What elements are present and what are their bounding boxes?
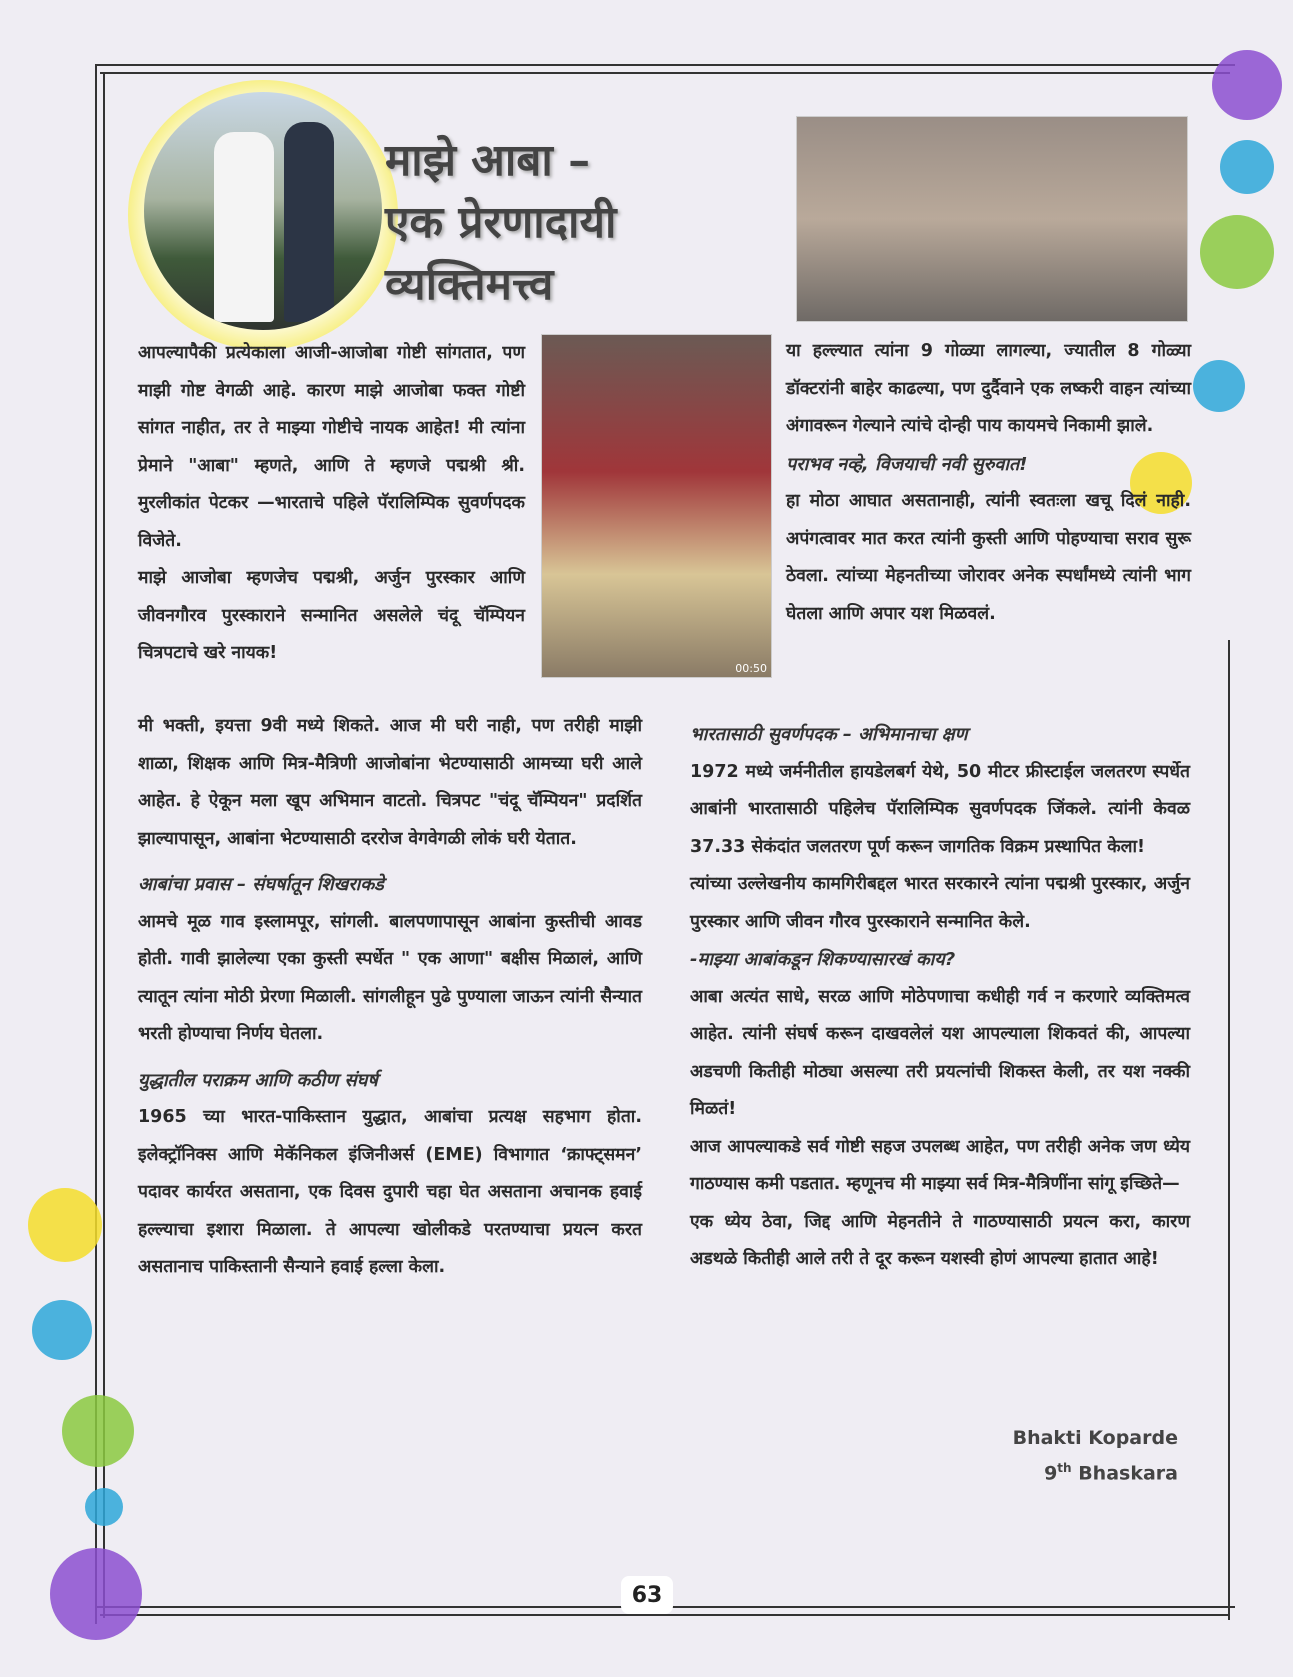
paragraph: माझे आजोबा म्हणजेच पद्मश्री, अर्जुन पुरस्कार आणि जीवनगौरव पुरस्काराने सन्मानित असलेले चंदू चॅम्पियन चित्रपटाचे खरे नायक!	[138, 568, 525, 663]
border-top-inner	[100, 72, 1230, 74]
border-left	[95, 64, 97, 1624]
paragraph: मी भक्ती, इयत्ता 9वी मध्ये शिकते. आज मी घरी नाही, पण तरीही माझी शाळा, शिक्षक आणि मित्र-मैत्रिणी आजोबांना भेटण्यासाठी आमच्या घरी आले आहेत. हे ऐकून मला खूप अभिमान वाटतो. चित्रपट "चंदू चॅम्पियन" प्रदर्शित झाल्यापासून, आबांना भेटण्यासाठी दररोज वेगवेगळी लोकं घरी येतात.	[138, 716, 642, 849]
purple-dot-left	[50, 1548, 142, 1640]
blue-dot-mid	[1193, 360, 1245, 412]
page-title	[385, 130, 616, 316]
section-heading: युद्धातील पराक्रम आणि कठीण संघर्ष	[138, 1069, 378, 1091]
author-class: 9th Bhaskara	[1044, 1461, 1178, 1485]
blue-dot-small-left	[85, 1488, 123, 1526]
blue-dot-top	[1220, 140, 1274, 194]
yellow-dot-left	[28, 1188, 102, 1262]
section-heading: आबांचा प्रवास – संघर्षातून शिखराकडे	[138, 874, 384, 895]
title-line-2: एक प्रेरणादायी	[385, 197, 617, 248]
award-photo	[541, 334, 772, 678]
green-dot-top	[1200, 215, 1274, 289]
page-number: 63	[621, 1576, 673, 1614]
section-heading: पराभव नव्हे, विजयाची नवी सुरुवात!	[786, 453, 1028, 475]
portrait-frame	[128, 80, 398, 350]
border-top	[95, 64, 1235, 66]
blue-dot-left	[32, 1300, 92, 1360]
paragraph: 1965 च्या भारत-पाकिस्तान युद्धात, आबांचा प्रत्यक्ष सहभाग होता. इलेक्ट्रॉनिक्स आणि मेकॅनिकल इंजिनीअर्स (EME) विभागात ‘क्राफ्ट्समन’ पदावर कार्यरत असताना, एक दिवस दुपारी चहा घेत असताना अचानक हवाई हल्ल्याचा इशारा मिळाला. ते आपल्या खोलीकडे परतण्याचा प्रयत्न करत असतानाच पाकिस्तानी सैन्याने हवाई हल्ला केला.	[138, 1107, 642, 1277]
paragraph: एक ध्येय ठेवा, जिद्द आणि मेहनतीने ते गाठण्यासाठी प्रयत्न करा, कारण अडथळे कितीही आले तरी ते दूर करून यशस्वी होणं आपल्या हातात आहे!	[690, 1211, 1190, 1269]
section-heading: -माझ्या आबांकडून शिकण्यासारखं काय?	[690, 949, 956, 970]
purple-dot-top	[1212, 50, 1282, 120]
author-signature	[1013, 1423, 1178, 1488]
left-column-bottom	[138, 708, 642, 1287]
paragraph: आबा अत्यंत साधे, सरळ आणि मोठेपणाचा कधीही गर्व न करणारे व्यक्तिमत्व आहेत. त्यांनी संघर्ष करून दाखवलेलं यश आपल्याला शिकवतं की, आपल्या अडचणी कितीही मोठ्या असल्या तरी प्रयत्नांची शिकस्त केली, तर यश नक्की मिळतं!	[690, 986, 1190, 1119]
portrait-photo	[144, 92, 382, 330]
photo-timestamp: 00:50	[735, 662, 767, 675]
border-left-inner	[103, 72, 105, 1618]
left-column-top	[138, 335, 525, 673]
paragraph: त्यांच्या उल्लेखनीय कामगिरीबद्दल भारत सरकारने त्यांना पद्मश्री पुरस्कार, अर्जुन पुरस्कार आणि जीवन गौरव पुरस्काराने सन्मानित केले.	[690, 874, 1190, 932]
right-column-bottom	[690, 716, 1190, 1279]
paragraph: हा मोठा आघात असतानाही, त्यांनी स्वतःला खचू दिलं नाही. अपंगत्वावर मात करत त्यांनी कुस्ती आणि पोहण्याचा सराव सुरू ठेवला. त्यांच्या मेहनतीच्या जोरावर अनेक स्पर्धांमध्ये त्यांनी भाग घेतला आणि अपार यश मिळवलं.	[786, 491, 1191, 624]
paragraph: आपल्यापैकी प्रत्येकाला आजी-आजोबा गोष्टी सांगतात, पण माझी गोष्ट वेगळी आहे. कारण माझे आजोबा फक्त गोष्टी सांगत नाहीत, तर ते माझ्या गोष्टीचे नायक आहेत! मी त्यांना प्रेमाने "आबा" म्हणते, आणि ते म्हणजे पद्मश्री श्री. मुरलीकांत पेटकर —भारताचे पहिले पॅरालिम्पिक सुवर्णपदक विजेते.	[138, 343, 525, 551]
border-right	[1228, 640, 1230, 1620]
title-line-1: माझे आबा –	[385, 135, 591, 186]
paragraph: आमचे मूळ गाव इस्लामपूर, सांगली. बालपणापासून आबांना कुस्तीची आवड होती. गावी झालेल्या एका कुस्ती स्पर्धेत " एक आणा" बक्षीस मिळालं, आणि त्यातून त्यांना मोठी प्रेरणा मिळाली. सांगलीहून पुढे पुण्याला जाऊन त्यांनी सैन्यात भरती होण्याचा निर्णय घेतला.	[138, 911, 642, 1044]
section-heading: भारतासाठी सुवर्णपदक – अभिमानाचा क्षण	[690, 724, 968, 745]
paragraph: या हल्ल्यात त्यांना 9 गोळ्या लागल्या, ज्यातील 8 गोळ्या डॉक्टरांनी बाहेर काढल्या, पण दुर्दैवाने एक लष्करी वाहन त्यांच्या अंगावरून गेल्याने त्यांचे दोन्ही पाय कायमचे निकामी झाले.	[786, 341, 1191, 436]
right-column-top	[786, 333, 1191, 633]
border-bottom-inner	[100, 1614, 1230, 1616]
green-dot-left	[62, 1395, 134, 1467]
title-line-3: व्यक्तिमत्त्व	[385, 259, 554, 310]
group-photo	[796, 116, 1188, 322]
paragraph: 1972 मध्ये जर्मनीतील हायडेलबर्ग येथे, 50 मीटर फ्रीस्टाईल जलतरण स्पर्धेत आबांनी भारतासाठी पहिलेच पॅरालिम्पिक सुवर्णपदक जिंकले. त्यांनी केवळ 37.33 सेकंदांत जलतरण पूर्ण करून जागतिक विक्रम प्रस्थापित केला!	[690, 761, 1190, 857]
author-name: Bhakti Koparde	[1012, 1427, 1178, 1449]
paragraph: आज आपल्याकडे सर्व गोष्टी सहज उपलब्ध आहेत, पण तरीही अनेक जण ध्येय गाठण्यास कमी पडतात. म्हणूनच मी माझ्या सर्व मित्र-मैत्रिणींना सांगू इच्छिते—	[690, 1136, 1190, 1194]
